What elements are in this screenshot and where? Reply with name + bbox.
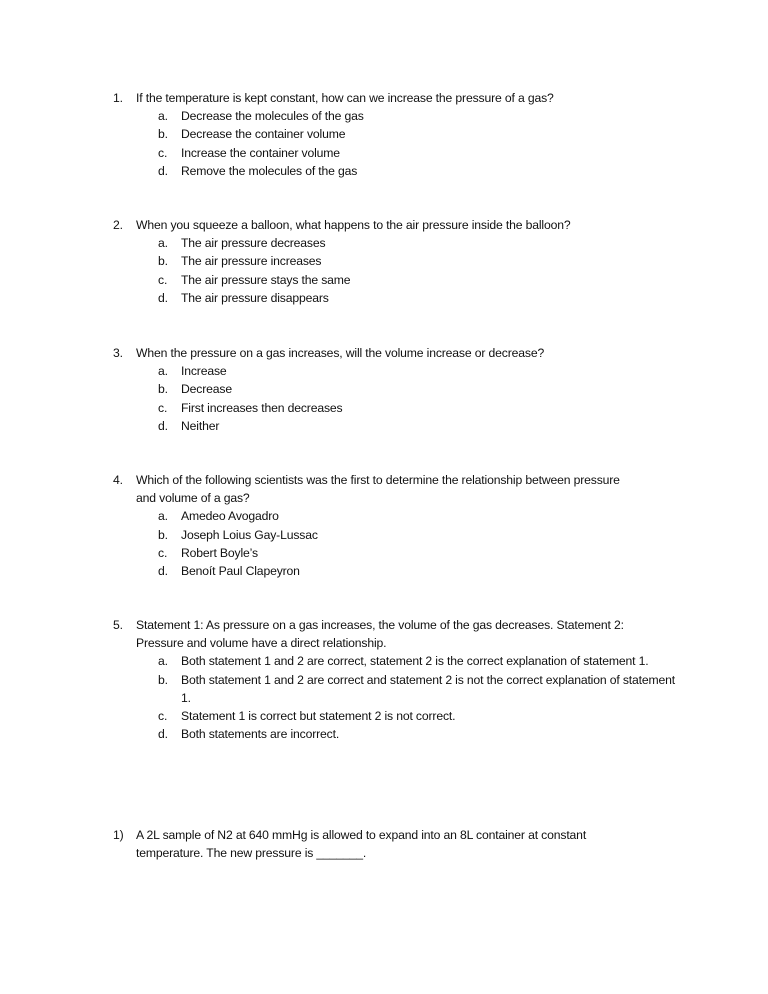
problem-number: 1) bbox=[113, 828, 124, 842]
question-1 bbox=[113, 89, 673, 180]
option-text: First increases then decreases bbox=[181, 400, 343, 415]
option-text: Joseph Loius Gay-Lussac bbox=[181, 527, 318, 542]
question-text: Statement 1: As pressure on a gas increases, the volume of the gas decreases. Statement 2: bbox=[136, 618, 624, 632]
question-5 bbox=[113, 616, 676, 743]
option-c bbox=[113, 544, 673, 562]
question-line bbox=[113, 471, 673, 489]
question-4 bbox=[113, 471, 673, 580]
option-text: Amedeo Avogadro bbox=[181, 509, 279, 524]
question-number: 4. bbox=[113, 473, 123, 487]
option-c bbox=[113, 399, 673, 417]
option-b bbox=[113, 125, 673, 143]
option-b bbox=[113, 380, 673, 398]
option-a bbox=[113, 507, 673, 525]
option-text: Robert Boyle’s bbox=[181, 545, 258, 560]
option-text: The air pressure decreases bbox=[181, 236, 326, 251]
option-a bbox=[113, 107, 673, 125]
option-text: Decrease the container volume bbox=[181, 127, 346, 142]
option-text: The air pressure stays the same bbox=[181, 272, 351, 287]
option-text: Both statement 1 and 2 are correct, statement 2 is the correct explanation of statement 1. bbox=[181, 654, 649, 669]
option-c bbox=[113, 144, 673, 162]
question-line bbox=[113, 216, 673, 234]
question-2 bbox=[113, 216, 673, 307]
problem-line bbox=[113, 844, 673, 862]
option-letter: d. bbox=[158, 290, 168, 305]
option-letter: a. bbox=[158, 364, 168, 379]
option-letter: d. bbox=[158, 727, 168, 742]
option-letter: a. bbox=[158, 509, 168, 524]
option-text: Both statement 1 and 2 are correct and statement 2 is not the correct explanation of statement 1. bbox=[181, 672, 676, 705]
option-text: Decrease bbox=[181, 382, 232, 397]
option-text: Increase bbox=[181, 364, 227, 379]
option-letter: a. bbox=[158, 236, 168, 251]
question-text-continued: and volume of a gas? bbox=[136, 491, 250, 506]
option-text: Neither bbox=[181, 418, 220, 433]
option-letter: a. bbox=[158, 654, 168, 669]
question-text: When the pressure on a gas increases, will the volume increase or decrease? bbox=[136, 346, 545, 360]
option-a bbox=[113, 362, 673, 380]
option-b bbox=[113, 671, 676, 707]
option-c bbox=[113, 707, 673, 725]
question-text: When you squeeze a balloon, what happens to the air pressure inside the balloon? bbox=[136, 218, 571, 232]
option-text: Statement 1 is correct but statement 2 is not correct. bbox=[181, 708, 456, 723]
option-text: The air pressure disappears bbox=[181, 290, 329, 305]
option-text: Increase the container volume bbox=[181, 145, 340, 160]
question-text: If the temperature is kept constant, how can we increase the pressure of a gas? bbox=[136, 91, 554, 105]
question-text-continued: Pressure and volume have a direct relationship. bbox=[136, 636, 387, 651]
question-number: 1. bbox=[113, 91, 123, 105]
question-3 bbox=[113, 344, 673, 435]
question-text: Which of the following scientists was the first to determine the relationship between pressure bbox=[136, 473, 620, 487]
option-text: Decrease the molecules of the gas bbox=[181, 109, 364, 124]
option-text: The air pressure increases bbox=[181, 254, 322, 269]
option-letter: b. bbox=[158, 127, 168, 142]
option-letter: d. bbox=[158, 163, 168, 178]
option-letter: d. bbox=[158, 563, 168, 578]
option-c bbox=[113, 271, 673, 289]
problem-text-continued: temperature. The new pressure is _______. bbox=[136, 846, 367, 861]
problem-line bbox=[113, 826, 673, 844]
option-letter: b. bbox=[158, 527, 168, 542]
question-line bbox=[113, 634, 673, 652]
option-a bbox=[113, 234, 673, 252]
problem-1 bbox=[113, 826, 673, 862]
option-letter: c. bbox=[158, 545, 168, 560]
question-number: 5. bbox=[113, 618, 123, 632]
option-letter: c. bbox=[158, 400, 168, 415]
option-text: Benoít Paul Clapeyron bbox=[181, 563, 300, 578]
option-d bbox=[113, 562, 673, 580]
question-line bbox=[113, 616, 673, 634]
question-line bbox=[113, 344, 673, 362]
option-text: Both statements are incorrect. bbox=[181, 727, 340, 742]
option-letter: c. bbox=[158, 145, 168, 160]
option-letter: b. bbox=[158, 672, 168, 687]
option-letter: b. bbox=[158, 254, 168, 269]
option-d bbox=[113, 417, 673, 435]
option-b bbox=[113, 526, 673, 544]
option-a bbox=[113, 652, 673, 670]
question-number: 3. bbox=[113, 346, 123, 360]
option-text: Remove the molecules of the gas bbox=[181, 163, 358, 178]
option-letter: d. bbox=[158, 418, 168, 433]
option-letter: b. bbox=[158, 382, 168, 397]
problem-text: A 2L sample of N2 at 640 mmHg is allowed to expand into an 8L container at constant bbox=[136, 828, 587, 842]
option-letter: c. bbox=[158, 272, 168, 287]
option-letter: c. bbox=[158, 708, 168, 723]
option-d bbox=[113, 725, 673, 743]
question-line bbox=[113, 489, 673, 507]
option-d bbox=[113, 289, 673, 307]
option-letter: a. bbox=[158, 109, 168, 124]
question-line bbox=[113, 89, 673, 107]
question-number: 2. bbox=[113, 218, 123, 232]
option-d bbox=[113, 162, 673, 180]
option-b bbox=[113, 252, 673, 270]
